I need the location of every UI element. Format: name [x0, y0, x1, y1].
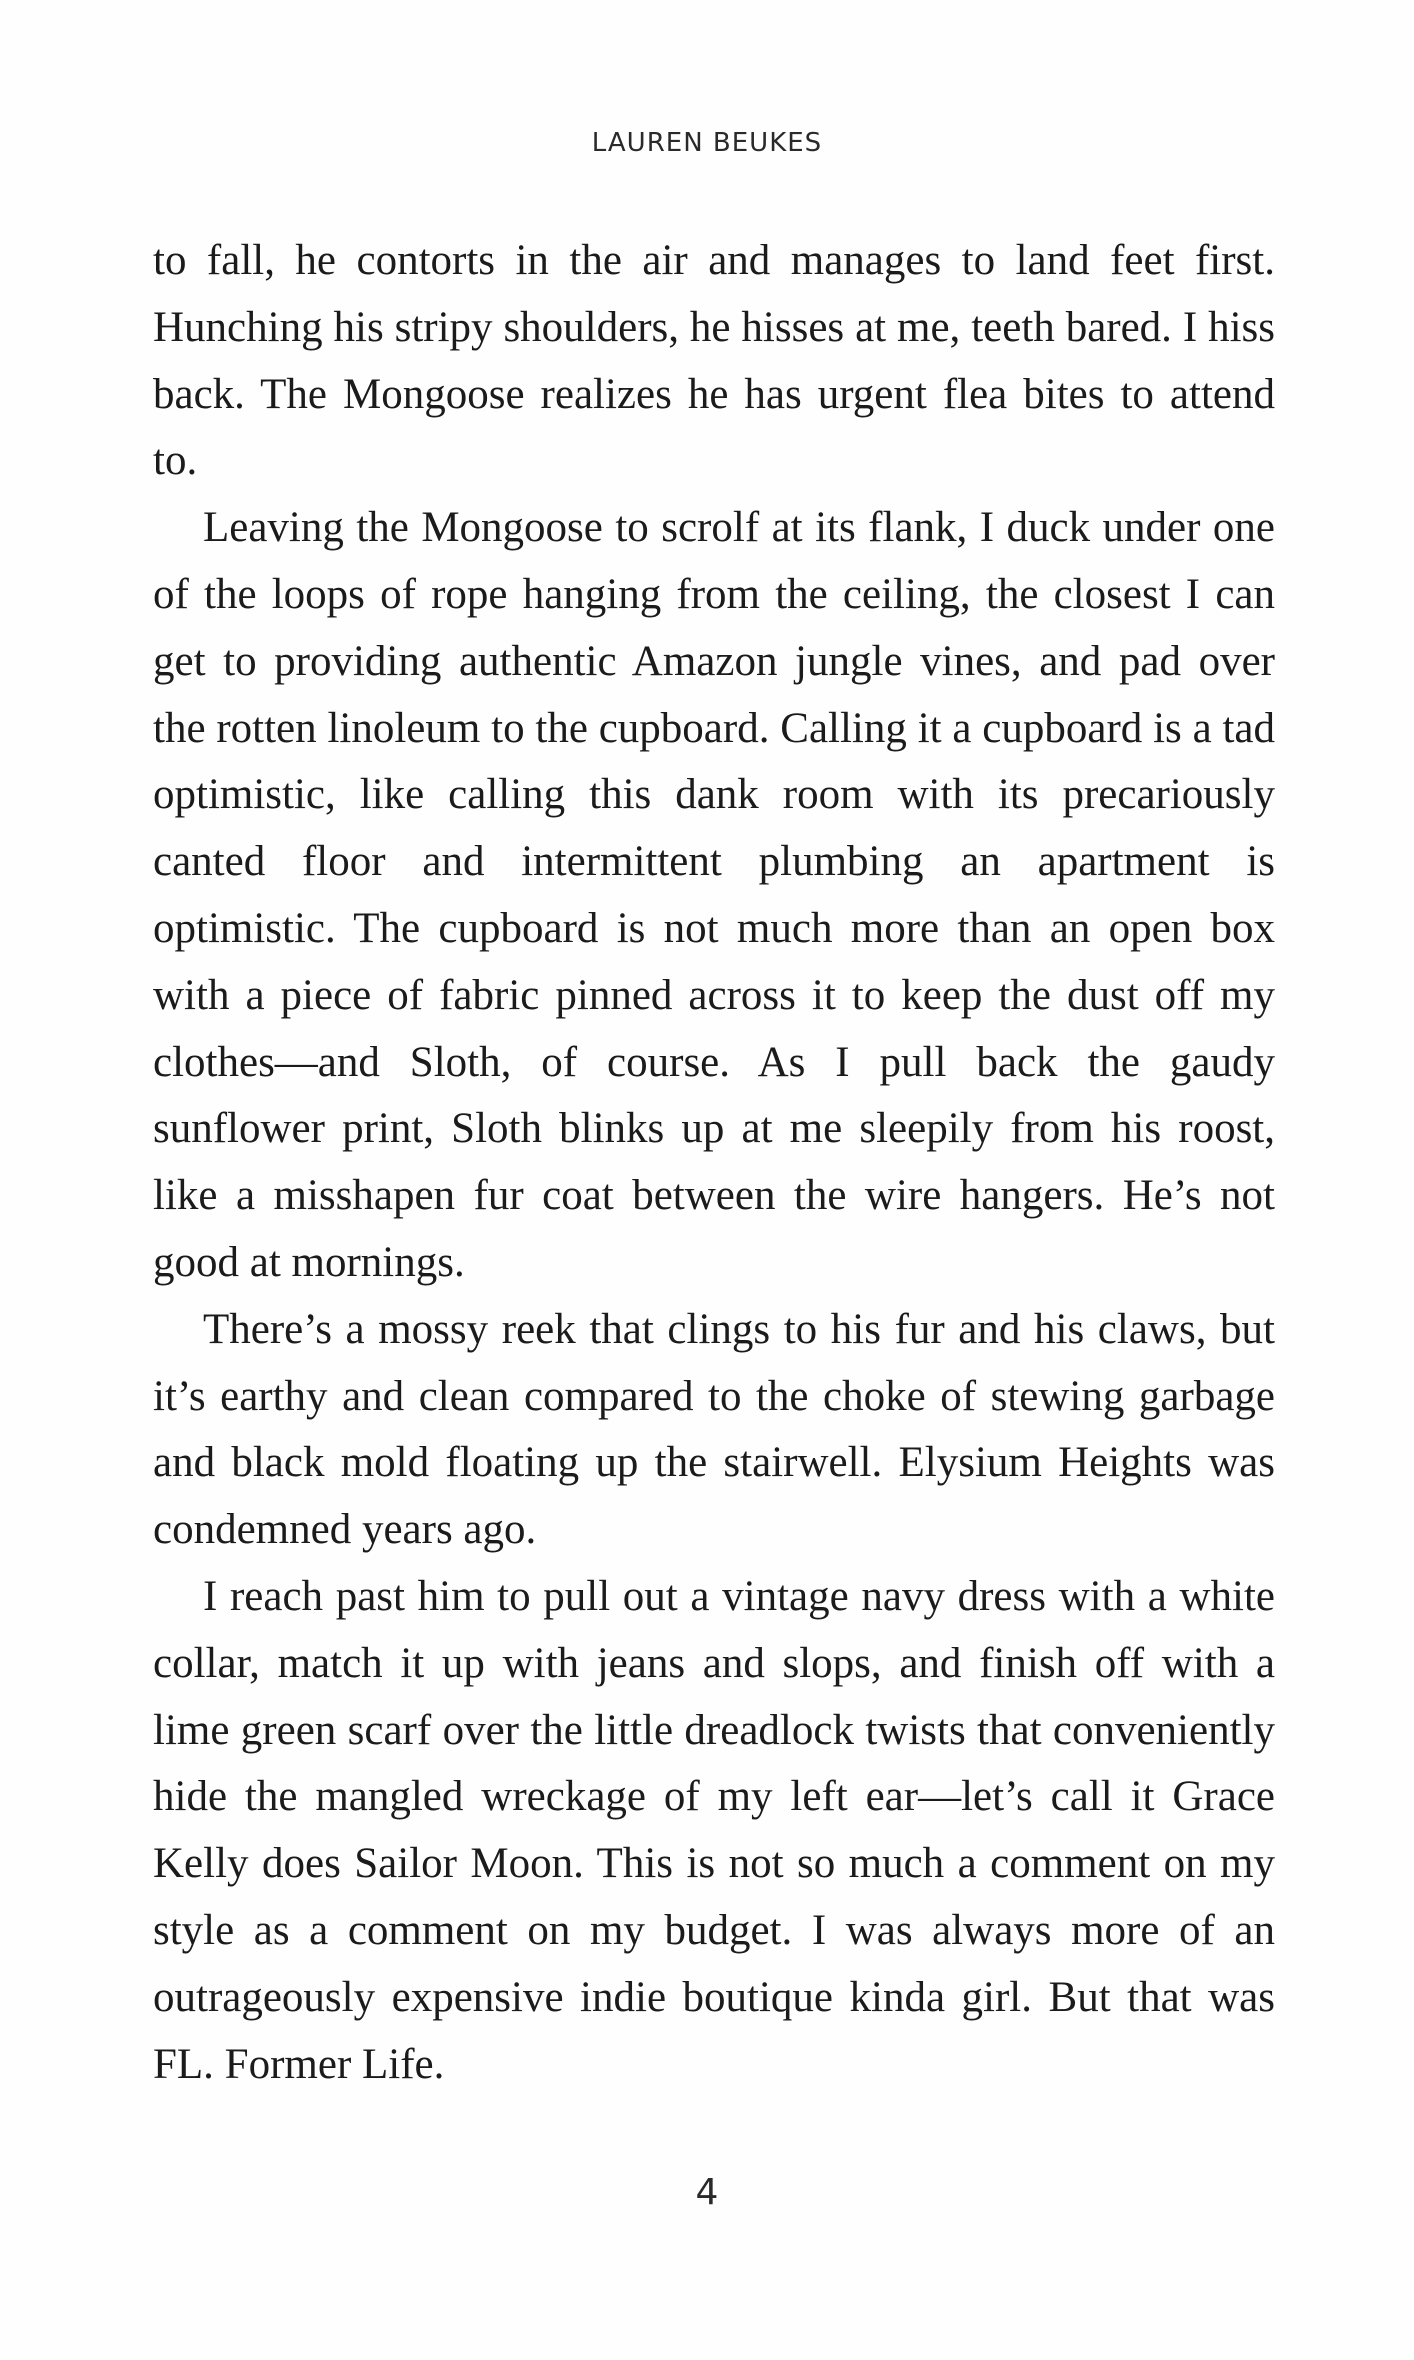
running-head: LAUREN BEUKES: [591, 128, 823, 158]
paragraph: There’s a mossy reek that clings to his fur and his claws, but it’s earthy and clean compared to the choke of stewing garbage and black mold floating up the stairwell. Elysium Heights was condemned years ago.: [153, 1305, 1275, 1554]
paragraph: Leaving the Mongoose to scrolf at its flank, I duck under one of the loops of rope hanging from the ceiling, the closest I can get to providing authentic Amazon jungle vines, and pad over the rotten linoleum to the cupboard. Calling it a cupboard is a tad optimistic, like calling this dank room with its precariously canted floor and intermittent plumbing an apartment is optimistic. The cupboard is not much more than an open box with a piece of fabric pinned across it to keep the dust off my clothes—and Sloth, of course. As I pull back the gaudy sunflower print, Sloth blinks up at me sleepily from his roost, like a misshapen fur coat between the wire hangers. He’s not good at mornings.: [153, 504, 1275, 1286]
paragraph-continued: to fall, he contorts in the air and manages to land feet first. Hunching his stripy shoulders, he hisses at me, teeth bared. I hiss back. The Mongoose realizes he has urgent flea bites to attend to.: [153, 237, 1275, 485]
page-number: 4: [695, 2172, 719, 2213]
paragraph: I reach past him to pull out a vintage navy dress with a white collar, match it up with jeans and slops, and finish off with a lime green scarf over the little dreadlock twists that conveniently hide the mangled wreckage of my left ear—let’s call it Grace Kelly does Sailor Moon. This is not so much a comment on my style as a comment on my budget. I was always more of an outrageously expensive indie boutique kinda girl. But that was FL. Former Life.: [153, 1572, 1275, 2088]
body-text: [153, 228, 1275, 2098]
